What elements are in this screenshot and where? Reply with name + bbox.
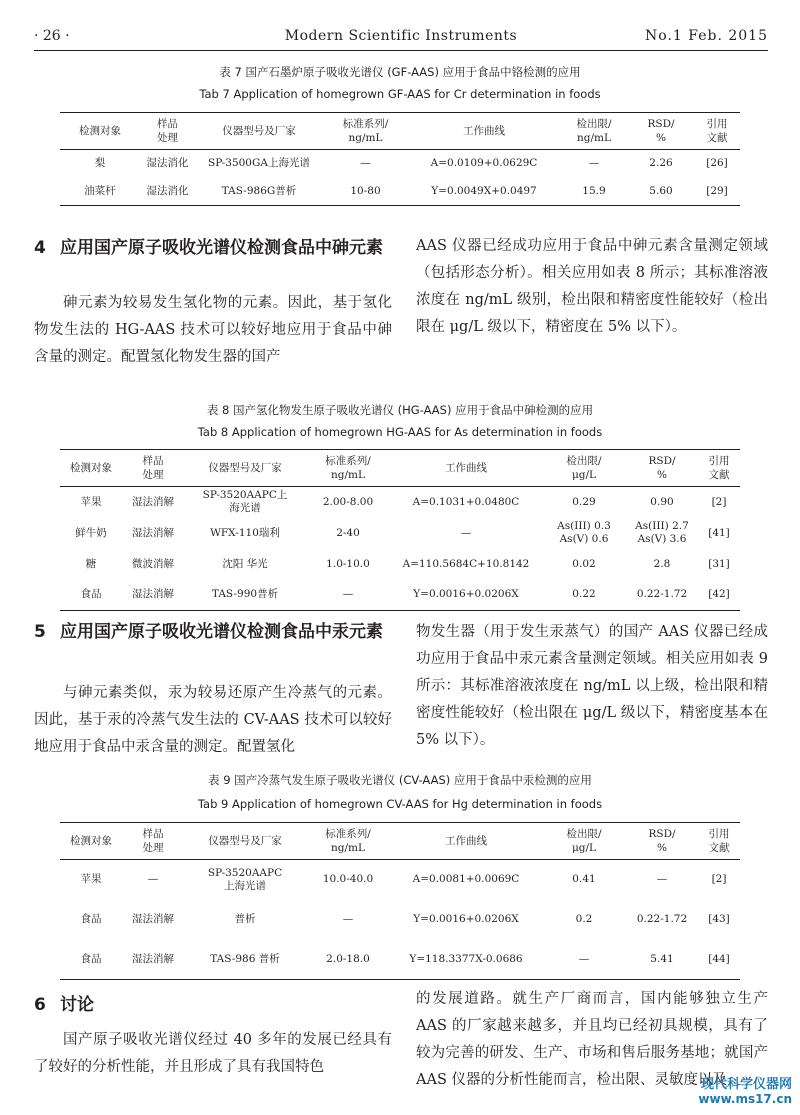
column-header: 引用 文献 <box>698 450 740 487</box>
table7 <box>60 112 740 206</box>
table-cell: A=0.0081+0.0069C <box>412 873 520 886</box>
table-row <box>60 178 740 206</box>
section6-left-column <box>34 1027 392 1081</box>
column-header: RSD/ % <box>628 113 694 150</box>
table-cell: 鲜牛奶 <box>75 526 107 539</box>
table-cell: TAS-986G普析 <box>195 178 323 206</box>
table-cell: As(III) 0.3 As(V) 0.6 <box>557 520 611 545</box>
section4-right-paragraph: AAS 仪器已经成功应用于食品中砷元素含量测定领域（包括形态分析）。相关应用如表 8 所示；其标准溶液浓度在 ng/mL 级别，检出限和精密度性能较好（检出限在 μg/L 级以下，精密度在 5% 以下）。 <box>416 238 768 335</box>
table-cell: 湿法消解 <box>122 580 184 611</box>
table-cell: 0.22-1.72 <box>626 580 698 611</box>
column-header: 引用 文献 <box>694 113 740 150</box>
table-row <box>60 518 740 549</box>
column-header: 工作曲线 <box>390 450 542 487</box>
column-header: 工作曲线 <box>408 113 560 150</box>
table-cell: 油菜杆 <box>60 178 140 206</box>
table-cell: 0.22-1.72 <box>636 913 688 925</box>
table-row <box>60 150 740 178</box>
table9-caption-en: Tab 9 Application of homegrown CV-AAS for Hg determination in foods <box>197 797 603 811</box>
table-cell: [2] <box>711 873 727 886</box>
table-cell: 湿法消化 <box>140 178 195 206</box>
section6-heading: 6 讨论 <box>34 995 94 1015</box>
section4-heading: 4 应用国产原子吸收光谱仪检测食品中砷元素 <box>34 238 383 258</box>
table-cell: 普析 <box>234 913 256 925</box>
table-cell: — <box>147 873 159 886</box>
section5-heading: 5 应用国产原子吸收光谱仪检测食品中汞元素 <box>34 622 383 642</box>
column-header: 检测对象 <box>60 823 122 860</box>
table9-caption-cn: 表 9 国产冷蒸气发生原子吸收光谱仪 (CV-AAS) 应用于食品中汞检测的应用 <box>208 773 592 787</box>
table-row <box>60 487 740 518</box>
section5-title: 应用国产原子吸收光谱仪检测食品中汞元素 <box>60 622 383 642</box>
table-cell: 2-40 <box>336 526 360 539</box>
table-cell: [44] <box>698 940 740 980</box>
table-cell: 5.41 <box>626 940 698 980</box>
table-cell: 5.60 <box>628 178 694 206</box>
section6-title: 讨论 <box>60 995 94 1015</box>
table-cell: 湿法消解 <box>122 940 184 980</box>
watermark-line2: www.ms17.cn <box>698 1092 792 1106</box>
table-cell: 0.22 <box>542 580 626 611</box>
table-header-row <box>60 823 740 860</box>
table-cell: 食品 <box>60 940 122 980</box>
table-cell: 梨 <box>94 157 106 170</box>
site-watermark <box>698 1077 792 1107</box>
table-cell: — <box>360 157 371 170</box>
table-cell: [26] <box>706 157 728 170</box>
table-cell: 2.0-18.0 <box>306 940 390 980</box>
column-header: 工作曲线 <box>390 823 542 860</box>
column-header: 检测对象 <box>60 450 122 487</box>
table-cell: — <box>542 940 626 980</box>
table-cell: 沈阳 华光 <box>222 557 268 570</box>
table-cell: [2] <box>711 495 727 508</box>
column-header: RSD/ % <box>626 450 698 487</box>
table-cell: TAS-990普析 <box>184 580 306 611</box>
section4-title: 应用国产原子吸收光谱仪检测食品中砷元素 <box>60 238 383 258</box>
table-cell: 0.2 <box>575 913 593 925</box>
table-cell: — <box>306 580 390 611</box>
table-cell: Y=0.0016+0.0206X <box>390 580 542 611</box>
column-header: RSD/ % <box>626 823 698 860</box>
table8-caption-cn: 表 8 国产氢化物发生原子吸收光谱仪 (HG-AAS) 应用于食品中砷检测的应用 <box>206 403 594 417</box>
table-cell: — <box>656 873 668 886</box>
table-cell: A=110.5684C+10.8142 <box>402 557 530 570</box>
section4-left-column <box>34 290 392 371</box>
table-cell: — <box>460 526 472 539</box>
table-cell: 苹果 <box>80 873 102 886</box>
column-header: 检出限/ μg/L <box>542 450 626 487</box>
table-row <box>60 860 740 900</box>
table-cell: 湿法消解 <box>132 913 174 925</box>
section5-left-paragraph: 与砷元素类似，汞为较易还原产生冷蒸气的元素。因此，基于汞的冷蒸气发生法的 CV-AAS 技术可以较好地应用于食品中汞含量的测定。配置氢化 <box>34 685 392 755</box>
watermark-line1: 现代科学仪器网 <box>700 1077 792 1092</box>
issue-info: No.1 Feb. 2015 <box>645 28 768 44</box>
table-cell: 食品 <box>60 580 122 611</box>
column-header: 检出限/ μg/L <box>542 823 626 860</box>
journal-name: Modern Scientific Instruments <box>284 28 518 44</box>
column-header: 样品 处理 <box>140 113 195 150</box>
table-cell: A=0.0109+0.0629C <box>430 157 538 170</box>
table-row <box>60 580 740 611</box>
table7-caption-en: Tab 7 Application of homegrown GF-AAS for Cr determination in foods <box>199 87 601 101</box>
table-cell: [43] <box>708 913 730 925</box>
table-cell: 湿法消解 <box>132 495 174 508</box>
table-cell: 苹果 <box>80 495 102 508</box>
table-cell: 糖 <box>85 557 97 570</box>
table-row <box>60 900 740 940</box>
table-cell: A=0.1031+0.0480C <box>412 495 520 508</box>
section6-right-paragraph: 的发展道路。就生产厂商而言，国内能够独立生产 AAS 的厂家越来越多，并且均已经初具规模，具有了较为完善的研发、生产、市场和售后服务基地；就国产 AAS 仪器的分析性能而言，检出限、灵敏度以及 <box>416 991 768 1088</box>
table-cell: 0.02 <box>572 557 596 570</box>
section6-left-paragraph: 国产原子吸收光谱仪经过 40 多年的发展已经具有了较好的分析性能，并且形成了具有我国特色 <box>34 1032 392 1075</box>
table-cell: 0.90 <box>650 495 674 508</box>
table-cell: 0.41 <box>572 873 596 886</box>
table-header-row <box>60 113 740 150</box>
column-header: 标准系列/ ng/mL <box>306 450 390 487</box>
table-cell: WFX-110瑞利 <box>210 526 280 539</box>
column-header: 检出限/ ng/mL <box>560 113 628 150</box>
table-cell: 10.0-40.0 <box>322 873 374 886</box>
column-header: 检测对象 <box>60 113 140 150</box>
table7-caption-cn: 表 7 国产石墨炉原子吸收光谱仪 (GF-AAS) 应用于食品中铬检测的应用 <box>219 65 581 79</box>
section5-left-column <box>34 680 392 761</box>
table-cell: — <box>342 913 354 925</box>
table-cell: 2.8 <box>653 557 671 570</box>
table-cell: 0.29 <box>572 495 596 508</box>
column-header: 标准系列/ ng/mL <box>323 113 408 150</box>
table-cell: Y=118.3377X-0.0686 <box>390 940 542 980</box>
table-cell: 15.9 <box>560 178 628 206</box>
table9 <box>60 822 740 980</box>
table-cell: Y=0.0016+0.0206X <box>413 913 519 925</box>
table-cell: 湿法消化 <box>146 157 189 170</box>
table-row <box>60 549 740 580</box>
column-header: 引用 文献 <box>698 823 740 860</box>
table-cell: [29] <box>694 178 740 206</box>
column-header: 仪器型号及厂家 <box>195 113 323 150</box>
table-cell: [41] <box>708 526 730 539</box>
table-cell: SP-3520AAPC 上海光谱 <box>207 866 283 892</box>
table-cell: 微波消解 <box>132 557 174 570</box>
table-cell: 食品 <box>80 913 102 925</box>
section4-right-column <box>416 233 768 341</box>
table-cell: — <box>588 157 600 170</box>
table-cell: 2.00-8.00 <box>322 495 374 508</box>
table-cell: 湿法消解 <box>132 526 174 539</box>
table8 <box>60 449 740 611</box>
column-header: 仪器型号及厂家 <box>184 823 306 860</box>
section5-right-column <box>416 619 768 754</box>
table-header-row <box>60 450 740 487</box>
column-header: 仪器型号及厂家 <box>184 450 306 487</box>
table-cell: [31] <box>708 557 730 570</box>
table-cell: As(III) 2.7 As(V) 3.6 <box>635 520 689 545</box>
page-number: · 26 · <box>34 28 70 44</box>
section5-right-paragraph: 物发生器（用于发生汞蒸气）的国产 AAS 仪器已经成功应用于食品中汞元素含量测定领域。相关应用如表 9 所示：其标准溶液浓度在 ng/mL 以上级，检出限和精密度性能较好（检出限在 μg/L 级以下，精密度基本在 5% 以下）。 <box>416 624 768 748</box>
table-cell: TAS-986 普析 <box>184 940 306 980</box>
running-header <box>34 24 768 48</box>
table-cell: SP-3500GA上海光谱 <box>208 157 310 170</box>
header-rule <box>34 50 768 51</box>
table8-caption-en: Tab 8 Application of homegrown HG-AAS for As determination in foods <box>197 425 603 439</box>
table-cell: SP-3520AAPC上 海光谱 <box>202 489 288 515</box>
section4-left-paragraph: 砷元素为较易发生氢化物的元素。因此，基于氢化物发生法的 HG-AAS 技术可以较好地应用于食品中砷含量的测定。配置氢化物发生器的国产 <box>34 295 392 365</box>
table-row <box>60 940 740 980</box>
column-header: 标准系列/ ng/mL <box>306 823 390 860</box>
table-cell: 10-80 <box>323 178 408 206</box>
table-cell: 1.0-10.0 <box>326 557 370 570</box>
column-header: 样品 处理 <box>122 823 184 860</box>
table-cell: 2.26 <box>649 157 673 170</box>
table-cell: Y=0.0049X+0.0497 <box>408 178 560 206</box>
table-cell: [42] <box>698 580 740 611</box>
column-header: 样品 处理 <box>122 450 184 487</box>
